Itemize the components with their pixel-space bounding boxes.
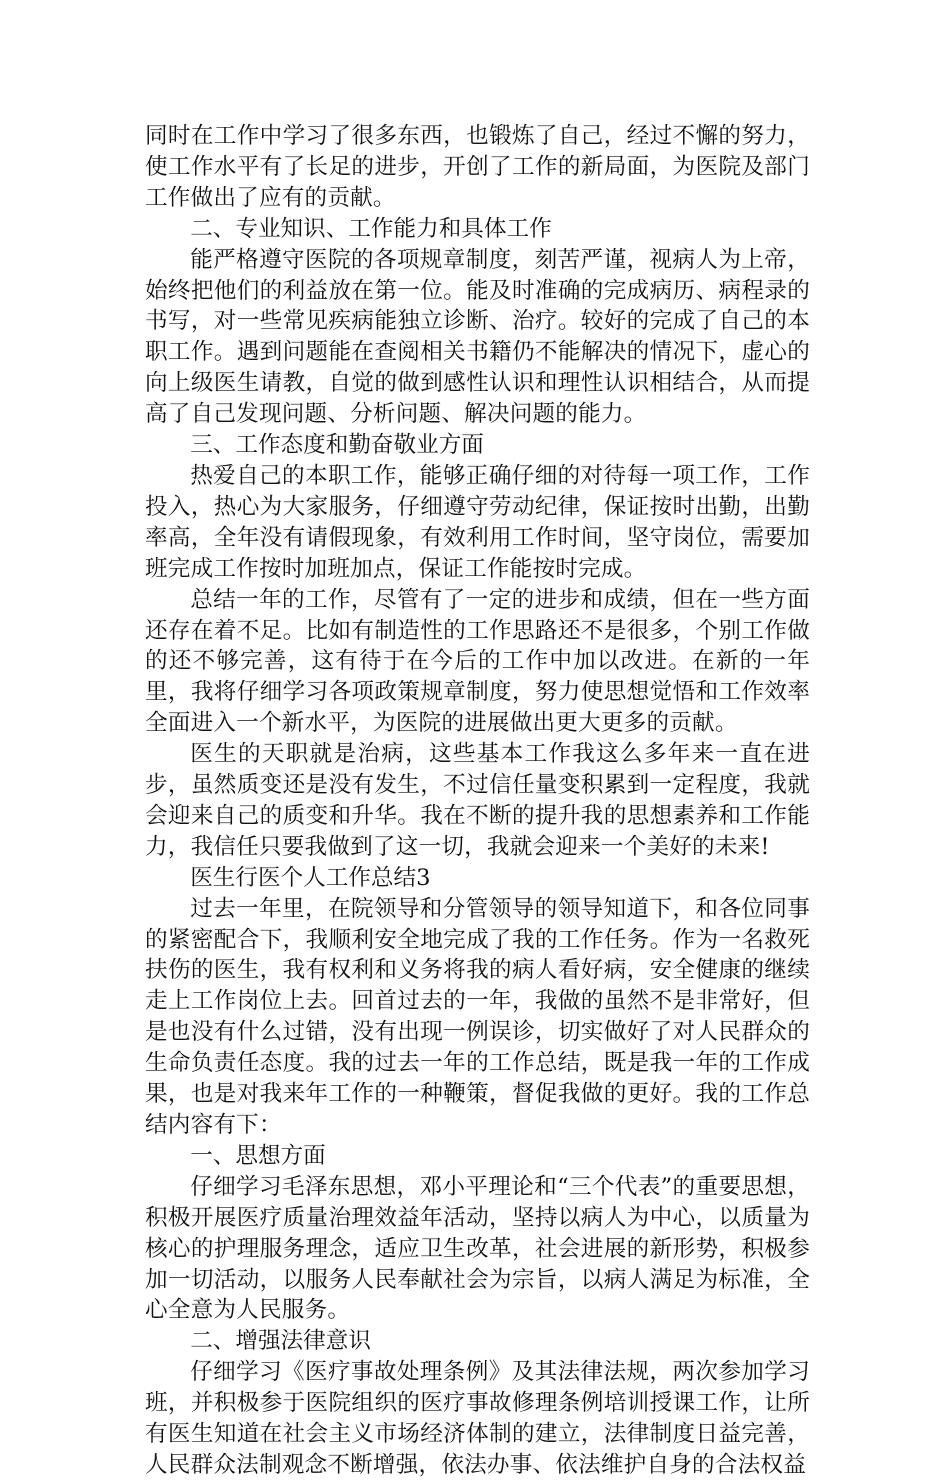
document-body	[145, 121, 810, 1481]
paragraph: 过去一年里，在院领导和分管领导的领导知道下，和各位同事的紧密配合下，我顺利安全地完成了我的工作任务。作为一名救死扶伤的医生，我有权利和义务将我的病人看好病，安全健康的继续走上工作岗位上去。回首过去的一年，我做的虽然不是非常好，但是也没有什么过错，没有出现一例误诊，切实做好了对人民群众的生命负责任态度。我的过去一年的工作总结，既是我一年的工作成果，也是对我来年工作的一种鞭策，督促我做的更好。我的工作总结内容有下：	[145, 895, 810, 1138]
section-heading: 二、专业知识、工作能力和具体工作	[190, 215, 552, 242]
paragraph: 医生的天职就是治病，这些基本工作我这么多年来一直在进步，虽然质变还是没有发生，不过信任量变积累到一定程度，我就会迎来自己的质变和升华。我在不断的提升我的思想素养和工作能力，我信任只要我做到了这一切，我就会迎来一个美好的未来!	[145, 741, 810, 860]
section-heading: 三、工作态度和勤奋敬业方面	[190, 432, 484, 459]
paragraph: 总结一年的工作，尽管有了一定的进步和成绩，但在一些方面还存在着不足。比如有制造性的工作思路还不是很多，个别工作做的还不够完善，这有待于在今后的工作中加以改进。在新的一年里，我将仔细学习各项政策规章制度，努力使思想觉悟和工作效率全面进入一个新水平，为医院的进展做出更大更多的贡献。	[145, 586, 810, 737]
paragraph: 仔细学习毛泽东思想，邓小平理论和“三个代表”的重要思想，积极开展医疗质量治理效益年活动，坚持以病人为中心，以质量为核心的护理服务理念，适应卫生改革，社会进展的新形势，积极参加一切活动，以服务人民奉献社会为宗旨，以病人满足为标准，全心全意为人民服务。	[145, 1173, 810, 1324]
paragraph: 同时在工作中学习了很多东西，也锻炼了自己，经过不懈的努力，使工作水平有了长足的进步，开创了工作的新局面，为医院及部门工作做出了应有的贡献。	[145, 123, 810, 211]
section-heading: 一、思想方面	[190, 1142, 326, 1169]
section-heading: 二、增强法律意识	[190, 1328, 371, 1355]
paragraph: 仔细学习《医疗事故处理条例》及其法律法规，两次参加学习班，并积极参于医院组织的医疗事故修理条例培训授课工作，让所有医生知道在社会主义市场经济体制的建立，法律制度日益完善，人民群众法制观念不断增强，依法办事、依法维护自身的合法权益	[145, 1359, 810, 1478]
document-subtitle: 医生行医个人工作总结3	[190, 864, 431, 891]
paragraph: 热爱自己的本职工作，能够正确仔细的对待每一项工作，工作投入，热心为大家服务，仔细遵守劳动纪律，保证按时出勤，出勤率高，全年没有请假现象，有效利用工作时间，坚守岗位，需要加班完成工作按时加班加点，保证工作能按时完成。	[145, 462, 810, 582]
paragraph: 能严格遵守医院的各项规章制度，刻苦严谨，视病人为上帝，始终把他们的利益放在第一位。能及时准确的完成病历、病程录的书写，对一些常见疾病能独立诊断、治疗。较好的完成了自己的本职工作。遇到问题能在查阅相关书籍仍不能解决的情况下，虚心的向上级医生请教，自觉的做到感性认识和理性认识相结合，从而提高了自己发现问题、分析问题、解决问题的能力。	[145, 246, 810, 428]
